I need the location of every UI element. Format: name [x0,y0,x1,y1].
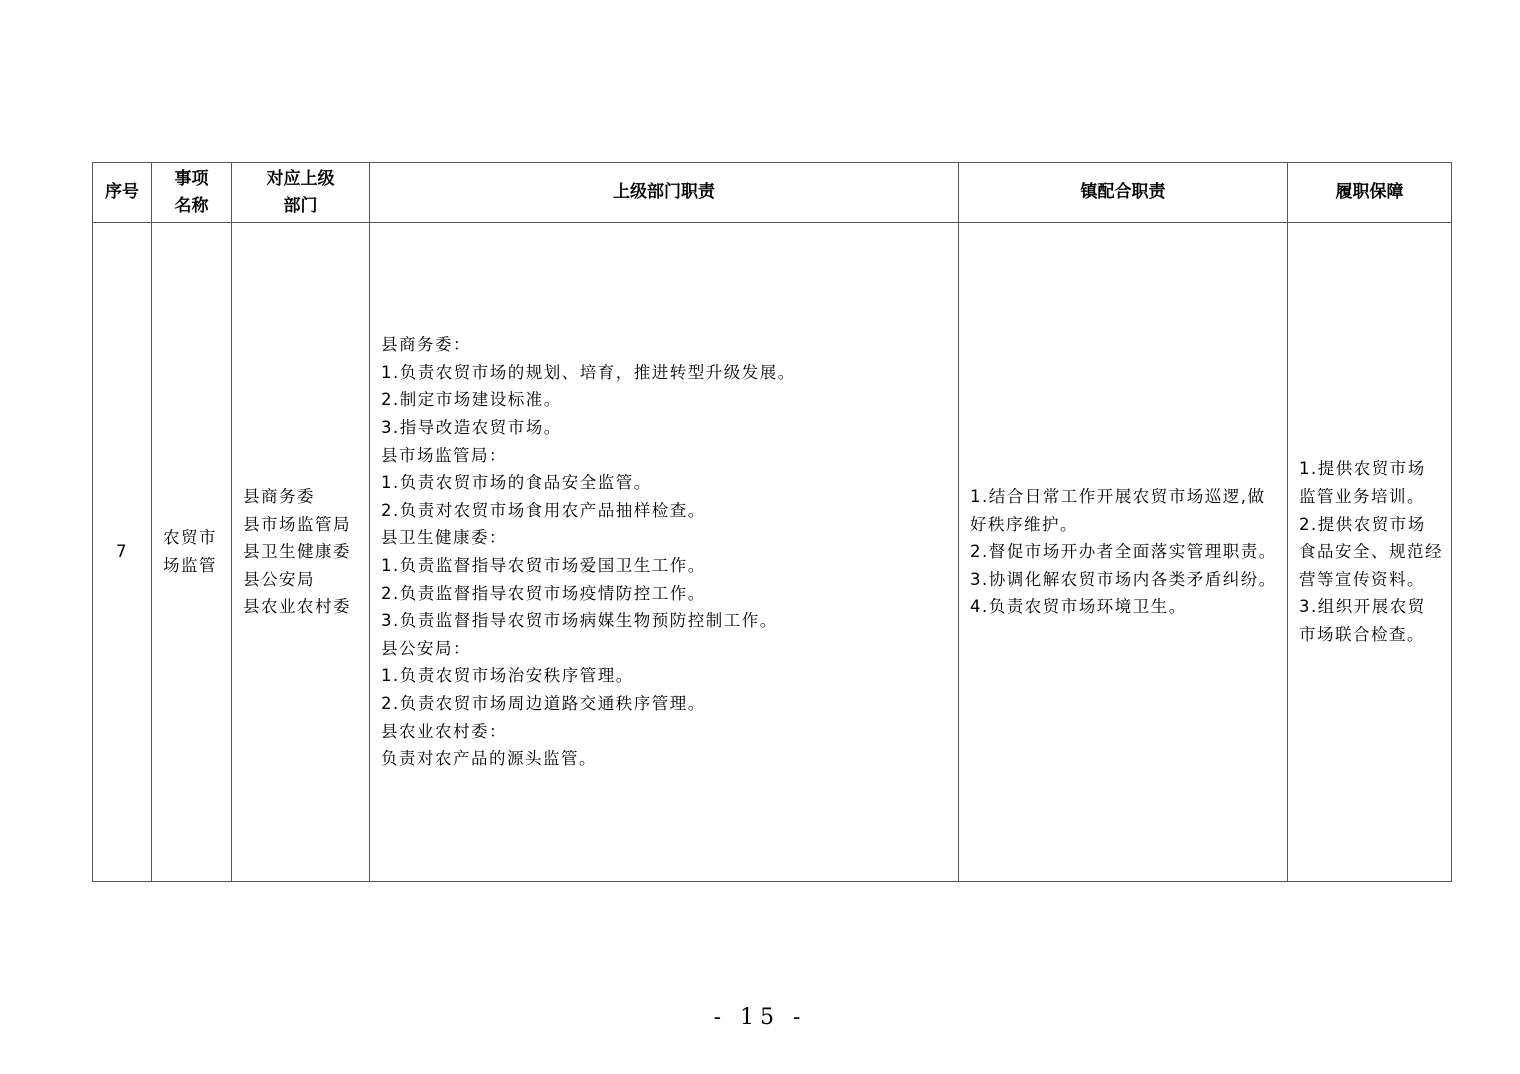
upper-duty-line: 负责对农产品的源头监管。 [381,749,597,769]
guarantee-line: 食品安全、规范经 [1299,542,1443,562]
header-guarantee: 履职保障 [1288,163,1452,223]
upper-duty-line: 3.负责监督指导农贸市场病媒生物预防控制工作。 [381,611,778,631]
table-row [93,223,1452,882]
header-dept-line: 对应上级 [266,168,335,189]
header-upper-duties: 上级部门职责 [370,163,959,223]
header-item-name-line: 名称 [174,195,209,216]
row-town-duties [959,223,1288,882]
row-item-name [152,223,232,882]
guarantee-line: 1.提供农贸市场 [1299,459,1426,479]
item-name-line: 农贸市 [163,528,217,548]
upper-duty-line: 1.负责监督指导农贸市场爱国卫生工作。 [381,556,706,575]
row-guarantee [1288,223,1452,882]
department-line: 县农业农村委 [243,597,351,617]
header-row [93,163,1452,223]
guarantee-line: 3.组织开展农贸 [1299,597,1426,617]
upper-duty-line: 2.负责农贸市场周边道路交通秩序管理。 [381,693,706,713]
department-line: 县卫生健康委 [243,542,351,562]
duty-table [92,162,1452,882]
town-duty-line: 好秩序维护。 [970,514,1078,534]
guarantee-line: 营等宣传资料。 [1299,569,1425,589]
header-item-name-line: 事项 [174,168,209,189]
department-line: 县市场监管局 [243,514,351,534]
upper-duty-line: 2.负责监督指导农贸市场疫情防控工作。 [381,583,706,603]
town-duty-line: 2.督促市场开办者全面落实管理职责。 [970,542,1277,562]
header-dept [232,163,370,223]
upper-duty-line: 县农业农村委： [381,721,507,741]
row-seq: 7 [93,223,152,882]
upper-duty-line: 1.负责农贸市场的规划、培育，推进转型升级发展。 [381,362,796,382]
upper-duty-line: 2.制定市场建设标准。 [381,390,562,410]
upper-duty-line: 2.负责对农贸市场食用农产品抽样检查。 [381,500,706,520]
town-duty-line: 3.协调化解农贸市场内各类矛盾纠纷。 [970,569,1277,589]
department-line: 县商务委 [243,487,315,507]
upper-duty-line: 县商务委： [381,335,471,355]
upper-duty-line: 1.负责农贸市场治安秩序管理。 [381,666,634,686]
upper-duty-line: 县卫生健康委： [381,528,507,548]
row-departments [232,223,370,882]
item-name-line: 场监管 [163,556,217,575]
row-upper-duties [370,223,959,882]
header-item-name [152,163,232,223]
town-duty-line: 1.结合日常工作开展农贸市场巡逻,做 [970,487,1266,507]
department-line: 县公安局 [243,569,315,589]
header-town-duties: 镇配合职责 [959,163,1288,223]
upper-duty-line: 县市场监管局： [381,445,507,465]
upper-duty-line: 1.负责农贸市场的食品安全监管。 [381,473,652,493]
upper-duty-line: 县公安局： [381,638,471,658]
town-duty-line: 4.负责农贸市场环境卫生。 [970,597,1187,617]
header-seq: 序号 [93,163,152,223]
guarantee-line: 市场联合检查。 [1299,624,1425,644]
page-number: - 15 - [713,1005,807,1030]
header-dept-line: 部门 [283,195,318,216]
guarantee-line: 监管业务培训。 [1299,487,1425,507]
guarantee-line: 2.提供农贸市场 [1299,514,1426,534]
upper-duty-line: 3.指导改造农贸市场。 [381,418,562,438]
